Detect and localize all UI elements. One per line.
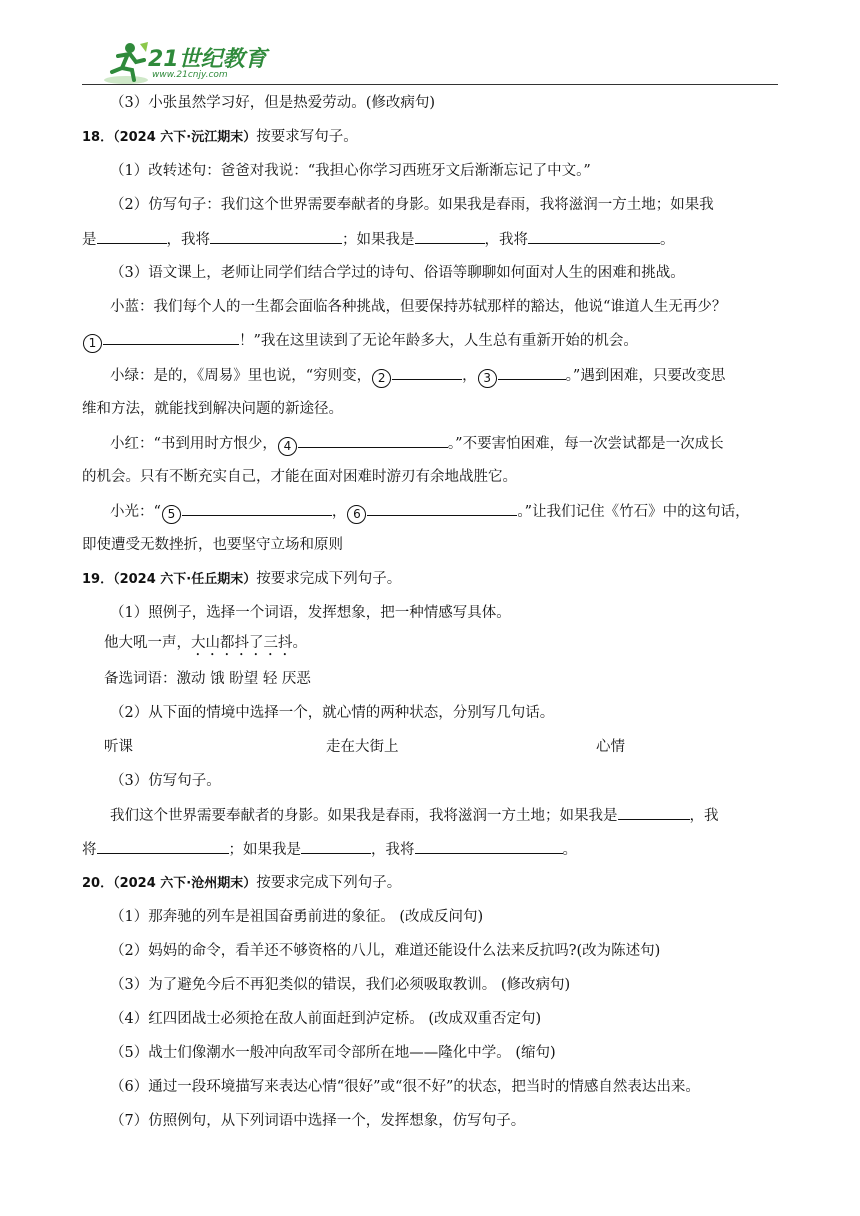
circled-number-5: 5: [162, 505, 181, 524]
q19-item-1: （1）照例子，选择一个词语，发挥想象，把一种情感写具体。: [110, 605, 511, 621]
logo-brand-text: 21世纪教育: [148, 47, 267, 72]
q19-heading: [82, 569, 401, 590]
q18-item-1: （1）改转述句：爸爸对我说：“我担心你学习西班牙文后渐渐忘记了中文。”: [110, 163, 591, 179]
answer-blank[interactable]: [298, 433, 448, 448]
q20-item-7: （7）仿照例句，从下列词语中选择一个，发挥想象，仿写句子。: [110, 1113, 526, 1129]
q19-scenario-3: 心情: [596, 739, 625, 755]
q19-item-3-text: 我们这个世界需要奉献者的身影。如果我是春雨，我将滋润一方土地；如果我是 ，我: [110, 805, 719, 826]
q20-item-3: （3）为了避免今后不再犯类似的错误，我们必须吸取教训。 (修改病句): [110, 977, 571, 993]
q20-number: 20．: [82, 876, 114, 891]
runner-logo-icon: [100, 40, 150, 86]
answer-blank[interactable]: [182, 501, 332, 516]
circled-number-1: 1: [83, 334, 102, 353]
answer-blank[interactable]: [97, 229, 167, 244]
q19-item-3: （3）仿写句子。: [110, 773, 221, 789]
dialogue-xiaolv-cont: 维和方法，就能找到解决问题的新途径。: [82, 401, 343, 417]
answer-blank[interactable]: [618, 805, 690, 820]
page-header: [0, 0, 860, 92]
logo-url-text: www.21cnjy.com: [152, 70, 228, 80]
answer-blank[interactable]: [367, 501, 517, 516]
q18-item-3: （3）语文课上，老师让同学们结合学过的诗句、俗语等聊聊如何面对人生的困难和挑战。: [110, 265, 685, 281]
q19-scenario-1: 听课: [104, 739, 133, 755]
q18-instruction: 按要求写句子。: [256, 129, 358, 145]
dialogue-xiaoguang-cont: 即使遭受无数挫折，也要坚守立场和原则: [82, 537, 343, 553]
answer-blank[interactable]: [415, 839, 563, 854]
q18-item-2-blanks: 是 ，我将 ；如果我是 ，我将 。: [82, 229, 675, 250]
q20-item-2: （2）妈妈的命令，看羊还不够资格的八儿，难道还能设什么法来反抗吗?(改为陈述句): [110, 943, 661, 959]
q20-item-4: （4）红四团战士必须抢在敌人前面赶到泸定桥。 (改成双重否定句): [110, 1011, 542, 1027]
q20-instruction: 按要求完成下列句子。: [256, 875, 402, 891]
q19-number: 19．: [82, 572, 114, 587]
answer-blank[interactable]: [415, 229, 485, 244]
circled-number-6: 6: [347, 505, 366, 524]
answer-blank[interactable]: [498, 365, 566, 380]
header-divider: [82, 84, 778, 85]
q18-item-2: （2）仿写句子：我们这个世界需要奉献者的身影。如果我是春雨，我将滋润一方土地；如果我: [110, 197, 714, 213]
q18-heading: [82, 127, 358, 148]
dialogue-xiaolan-blank: 1 ！”我在这里读到了无论年龄多大，人生总有重新开始的机会。: [82, 330, 638, 353]
q19-source: （2024 六下·任丘期末）: [113, 572, 257, 587]
circled-number-2: 2: [372, 369, 391, 388]
answer-blank[interactable]: [210, 229, 342, 244]
q20-source: （2024 六下·沧州期末）: [113, 876, 257, 891]
q18-source: （2024 六下·沅江期末）: [113, 130, 257, 145]
q20-heading: [82, 873, 401, 894]
q19-word-options: 备选词语：激动 饿 盼望 轻 厌恶: [104, 671, 311, 687]
q20-item-6: （6）通过一段环境描写来表达心情“很好”或“很不好”的状态，把当时的情感自然表达出来。: [110, 1079, 700, 1095]
q19-scenario-2: 走在大街上: [326, 739, 399, 755]
dialogue-xiaolan: 小蓝：我们每个人的一生都会面临各种挑战，但要保持苏轼那样的豁达，他说“谁道人生无再少？: [110, 299, 727, 315]
q17-item-3: （3）小张虽然学习好，但是热爱劳动。(修改病句): [110, 95, 436, 111]
dialogue-xiaoguang: 小光：“ 5 ， 6 。”让我们记住《竹石》中的这句话，: [110, 501, 750, 524]
dialogue-xiaohong: 小红：“书到用时方恨少， 4 。”不要害怕困难，每一次尝试都是一次成长: [110, 433, 724, 456]
q19-example: 他大吼一声，大山都抖了三抖。: [104, 635, 307, 651]
dialogue-xiaohong-cont: 的机会。只有不断充实自己，才能在面对困难时游刃有余地战胜它。: [82, 469, 517, 485]
q20-item-5: （5）战士们像潮水一般冲向敌军司令部所在地——隆化中学。 (缩句): [110, 1045, 556, 1061]
dialogue-xiaolv: 小绿：是的，《周易》里也说，“穷则变， 2 ， 3 。”遇到困难，只要改变思: [110, 365, 725, 388]
q20-item-1: （1）那奔驰的列车是祖国奋勇前进的象征。 (改成反问句): [110, 909, 484, 925]
q19-instruction: 按要求完成下列句子。: [256, 571, 402, 587]
circled-number-4: 4: [278, 437, 297, 456]
answer-blank[interactable]: [97, 839, 229, 854]
answer-blank[interactable]: [301, 839, 371, 854]
q19-item-3-blanks: 将 ；如果我是 ，我将 。: [82, 839, 577, 860]
circled-number-3: 3: [478, 369, 497, 388]
answer-blank[interactable]: [103, 330, 239, 345]
logo: [100, 40, 280, 86]
emphasized-text: 大山都抖了三抖: [191, 635, 293, 651]
q18-number: 18．: [82, 130, 114, 145]
answer-blank[interactable]: [528, 229, 660, 244]
answer-blank[interactable]: [392, 365, 462, 380]
q19-item-2: （2）从下面的情境中选择一个，就心情的两种状态，分别写几句话。: [110, 705, 555, 721]
